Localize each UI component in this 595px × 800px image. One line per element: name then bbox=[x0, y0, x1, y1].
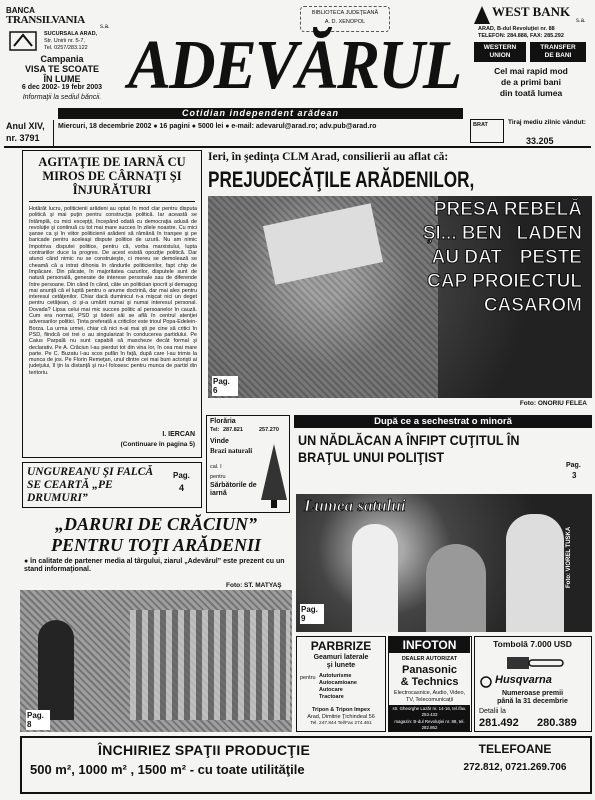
stamp-line-1: BIBLIOTECA JUDEŢEANĂ bbox=[311, 10, 379, 16]
florarie-title: Florăria bbox=[210, 418, 236, 425]
wu-line-1: WESTERN bbox=[483, 44, 517, 51]
husqvarna-brand: Husqvarna bbox=[495, 674, 552, 686]
bottom-ad-line-2: 500 m², 1000 m² , 1500 m² - cu toate utilităţile bbox=[30, 762, 305, 777]
lumea-page-label: Pag. bbox=[301, 605, 318, 614]
chainsaw-icon bbox=[505, 651, 565, 673]
parbrize-line-1: Geamuri laterale bbox=[313, 654, 369, 661]
masthead-subtitle: Cotidian independent arădean bbox=[58, 108, 463, 119]
bottom-ad-tel-label: TELEFOANE bbox=[478, 742, 552, 756]
lumea-page-ref bbox=[300, 604, 324, 624]
stacked-line-6: CAP PROIECTUL bbox=[427, 271, 582, 292]
parbrize-line-2: şi lunete bbox=[326, 662, 356, 669]
lumea-page-number: 9 bbox=[301, 614, 306, 623]
infoton-title: INFOTON bbox=[389, 637, 470, 653]
stacked-line-2: ŞI... BEN bbox=[422, 223, 502, 244]
western-union-logo bbox=[474, 42, 526, 62]
sechestrat-page-label: Pag. bbox=[566, 462, 581, 469]
top-divider bbox=[4, 146, 591, 148]
left-article-continued: (Continuare în pagina 5) bbox=[120, 441, 195, 448]
husqvarna-tombola: Tombolă 7.000 USD bbox=[493, 639, 572, 649]
issue-details: Miercuri, 18 decembrie 2002 ● 16 pagini ● 5000 lei ● e-mail: adevarul@arad.ro; adv.pub@arad.ro bbox=[58, 123, 377, 130]
florarie-ad bbox=[206, 415, 290, 513]
florarie-vinde: Vinde bbox=[210, 438, 229, 445]
florarie-tel-1: 287.821 bbox=[223, 427, 243, 433]
ungureanu-box bbox=[22, 462, 202, 508]
main-page-label: Pag. bbox=[213, 377, 230, 386]
husqvarna-details: Detalii la bbox=[479, 708, 506, 715]
infoton-dealer: DEALER AUTORIZAT bbox=[401, 656, 458, 662]
photo-stand-shape bbox=[130, 610, 290, 720]
parbrize-address: Arad, Dimitrie Ţichindeal 56 bbox=[307, 714, 375, 720]
newspaper-title: ADEVĂRUL bbox=[128, 27, 461, 104]
west-bank-logo-icon bbox=[472, 4, 492, 26]
daruri-page-number: 8 bbox=[27, 720, 32, 729]
west-bank-name: WEST BANK bbox=[492, 4, 571, 19]
husqvarna-line-2: până la 31 decembrie bbox=[497, 698, 568, 705]
west-bank-phone: TELEFON: 284.888, FAX: 285.292 bbox=[478, 33, 564, 39]
daruri-page-ref bbox=[26, 710, 50, 730]
main-page-number: 6 bbox=[213, 386, 218, 395]
stacked-line-3: LADEN bbox=[516, 223, 582, 244]
lumea-photo-credit: Foto: VIOREL TUSKA bbox=[566, 526, 572, 588]
issue-year: Anul XIV, bbox=[6, 121, 45, 131]
florarie-brazi-note: cal. I bbox=[210, 464, 222, 470]
issue-number: nr. 3791 bbox=[6, 133, 40, 143]
campaign-dates: 6 dec 2002- 19 febr 2003 bbox=[21, 84, 103, 91]
florarie-sarbatori: Sărbătorile de iarnă bbox=[210, 482, 257, 497]
daruri-page-label: Pag. bbox=[27, 711, 44, 720]
main-page-ref bbox=[212, 376, 238, 396]
headline-rule bbox=[29, 201, 195, 202]
ungureanu-headline: UNGUREANU ŞI FALCĂ SE CEARTĂ „PE DRUMURI” bbox=[27, 466, 154, 504]
daruri-subhead: ● în calitate de partener media al târgului, ziarul „Adevărul” este prezent cu un stand informaţional. bbox=[24, 558, 285, 573]
sechestrat-headline: UN NĂDLĂCAN A ÎNFIPT CUŢITUL ÎN BRAŢUL UNUI POLIŢIST bbox=[298, 432, 520, 465]
bank-phone: Tel. 0257/283.122 bbox=[44, 45, 88, 51]
infoton-products: Electrocasnice, Audio, Video, TV, Telecomunicaţii bbox=[393, 690, 466, 703]
bottom-ad bbox=[20, 736, 592, 794]
daruri-photo bbox=[20, 590, 292, 732]
issue-number-box bbox=[4, 120, 54, 146]
sechestrat-page-number: 3 bbox=[572, 471, 577, 480]
person-right-shape bbox=[506, 514, 564, 632]
parbrize-ad bbox=[296, 636, 386, 732]
left-article-author: I. IERCAN bbox=[162, 431, 195, 438]
wu-line-2: UNION bbox=[489, 52, 511, 59]
bank-logo-icon bbox=[8, 30, 38, 52]
florarie-brazi: Brazi naturali bbox=[210, 447, 253, 455]
wu-slogan-3: din toată lumea bbox=[499, 88, 563, 98]
parbrize-pentru: pentru bbox=[300, 675, 316, 681]
brat-label: BRAT bbox=[473, 122, 488, 128]
left-article-body: Hotărât lucru, politicienii arădeni au optat în mod clar pentru disputa politică şi mai puţin pentru construcţia politică. Iar această se întâmplă, cu mici excepţii, începând odată cu democraţia adusă de revoluţie şi continuă cu tot mai mare succes în zilele noastre. Cu mici şanse ca şi în viitor politicienii arădeni să rămână în tranşee şi pe baricade pentru aceleaşi dispute politice de uzură. Nu am nimic împotriva disputei politice, pentru că, vorba marxistului, lupta contrariilor duce la progres. De acest esistă opoziţie politică. Dar atunci când nimic nu se construieşte, ci mereu se demolează se cheamă că a intrat dihonia în rândurile politicienilor, fapt chip de împăcare. Din păcate, în majoritatea cazurilor, disputele sunt de natură personală, generate de interese personale sau de diferende între persoane. Din când în când, câte un politician ipocrit şi demagog mai anunţă că el luptă pentru o anume doctrină, dar mai ales pentru interesul cetăţenilor. Chiar dacă duminicul n-a mişcat nici un deget pentru cetăţean, ci şi-a umărit numai şi numai interesul personal. Dovada? Lipsa celui mai mic succes politic al persoanelor în cauză. Cum era normal, PSD şi liderii săi se află în centrul atenţiei adversarilor politici. Ţinta preferată a criticilor este trioul Popa-Edelein-Borza. La urma urmei, chiar că nici n-ai mai şti pe cine să critici în PSD, fiindcă cei trei o au singularizat în conducerea partidului. Pe Caius Parpală nu sunt capabili să mascheze decât formal şi declarativ. Pe A. Crăciun l-au pierdut tot din vina lor, în cea mai mare parte. Pe C. Buzatu l-au scos pufăn în faţă, după care l-au trimis la munca de jos. Pe Florin Remeţan, unul dintre cei mai buni actorişti ai judeţului, îl ţin la distanţă şi nu-l folosesc pentru munca de partid din teritoriu. bbox=[29, 206, 197, 376]
banca-transilvania-ad bbox=[6, 6, 118, 106]
florarie-tel-2: 257.270 bbox=[259, 427, 279, 433]
bottom-ad-tel-values: 272.812, 0721.269.706 bbox=[463, 762, 567, 773]
main-kicker: Ieri, în şedinţa CLM Arad, consilierii au aflat că: bbox=[208, 151, 449, 163]
daruri-photo-credit: Foto: ST. MATYAŞ bbox=[226, 582, 282, 589]
bank-address: Str. Unirii nr. 5-7, bbox=[44, 38, 85, 44]
infoton-shop-2: magazin: B-dul Revoluţiei nr. 88, tel. 282.862 bbox=[389, 718, 470, 731]
parbrize-item-3: Autocare bbox=[319, 687, 343, 693]
infoton-brand-1: Panasonic bbox=[401, 664, 458, 676]
parbrize-phone: Tel. 247.844 Tel/Fax 274.461 bbox=[310, 721, 372, 726]
brat-badge bbox=[470, 119, 504, 143]
bank-branch: SUCURSALA ARAD, bbox=[44, 31, 98, 37]
campaign-note: Informaţii la sediul băncii. bbox=[22, 94, 102, 101]
parbrize-item-1: Autoturisme bbox=[319, 673, 352, 679]
husqvarna-logo-icon bbox=[479, 675, 493, 687]
bank-label: BANCA bbox=[6, 6, 35, 15]
stacked-line-5: PESTE bbox=[519, 247, 582, 268]
west-bank-suffix: s.a. bbox=[576, 18, 586, 24]
transfer-line-2: DE BANI bbox=[544, 52, 572, 59]
infoton-brand-2: & Technics bbox=[400, 676, 459, 688]
tiraj-label: Tiraj mediu zilnic vândut: bbox=[508, 119, 586, 126]
stacked-line-4: AU DAT bbox=[431, 247, 502, 268]
campaign-text-2: ÎN LUME bbox=[43, 74, 81, 84]
person-left-shape bbox=[352, 524, 398, 632]
ungureanu-page-label: Pag. bbox=[173, 471, 190, 480]
stacked-line-1: PRESA REBELĂ bbox=[433, 199, 582, 220]
bottom-ad-line-1: ÎNCHIRIEZ SPAŢII PRODUCŢIE bbox=[98, 742, 311, 758]
campaign-title: Campania bbox=[40, 54, 84, 64]
bank-suffix: s.a. bbox=[100, 24, 110, 30]
husqvarna-ad bbox=[474, 636, 592, 732]
stamp-line-2: A. D. XENOPOL bbox=[324, 19, 366, 25]
transfer-label bbox=[530, 42, 586, 62]
infoton-shop-1: str. Gheorghe Lazăr nr. 14-16, tel./fax. 253.433 bbox=[389, 705, 470, 718]
husqvarna-phone-2: 280.389 bbox=[537, 717, 577, 729]
husqvarna-phone-1: 281.492 bbox=[479, 717, 519, 729]
florarie-pentru: pentru bbox=[210, 474, 226, 480]
left-article bbox=[22, 150, 202, 458]
wu-slogan-1: Cel mai rapid mod bbox=[494, 66, 568, 76]
west-bank-ad bbox=[472, 4, 590, 104]
wu-slogan-2: de a primi bani bbox=[501, 77, 561, 87]
stacked-line-7: CASAROM bbox=[483, 295, 582, 316]
infoton-ad bbox=[388, 636, 472, 732]
daruri-headline: „DARURI DE CRĂCIUN” PENTRU TOŢI ARĂDENII bbox=[50, 514, 262, 555]
parbrize-title: PARBRIZE bbox=[310, 639, 372, 653]
west-bank-address: ARAD, B-dul Revoluţiei nr. 88 bbox=[478, 26, 555, 32]
tiraj-value: 33.205 bbox=[526, 136, 554, 146]
sechestrat-banner: După ce a sechestrat o minoră bbox=[294, 415, 592, 428]
husqvarna-line-1: Numeroase premii bbox=[501, 690, 564, 697]
florarie-tel-label: Tel: bbox=[210, 427, 220, 433]
main-stacked-headline bbox=[330, 198, 592, 318]
main-headline: PREJUDECĂŢILE ARĂDENILOR, bbox=[208, 167, 475, 192]
photo-person-shape bbox=[38, 620, 74, 720]
parbrize-company: Tripon & Tripon Impex bbox=[311, 707, 371, 713]
campaign-text-1: VISA TE SCOATE bbox=[24, 64, 99, 74]
lumea-satului-title: Lumea satului bbox=[304, 496, 406, 515]
ungureanu-page-number: 4 bbox=[179, 483, 185, 493]
main-photo-credit: Foto: ONORIU FELEA bbox=[519, 400, 587, 407]
left-article-headline: AGITAŢIE DE IARNĂ CU MIROS DE CÂRNAŢI ŞI ÎNJURĂTURI bbox=[38, 155, 186, 197]
parbrize-item-2: Autocamioane bbox=[319, 680, 357, 686]
person-center-shape bbox=[426, 544, 486, 632]
christmas-tree-icon bbox=[259, 442, 289, 510]
bank-name: TRANSILVANIA bbox=[6, 14, 85, 26]
transfer-line-1: TRANSFER bbox=[540, 44, 576, 51]
parbrize-item-4: Tractoare bbox=[319, 694, 344, 700]
